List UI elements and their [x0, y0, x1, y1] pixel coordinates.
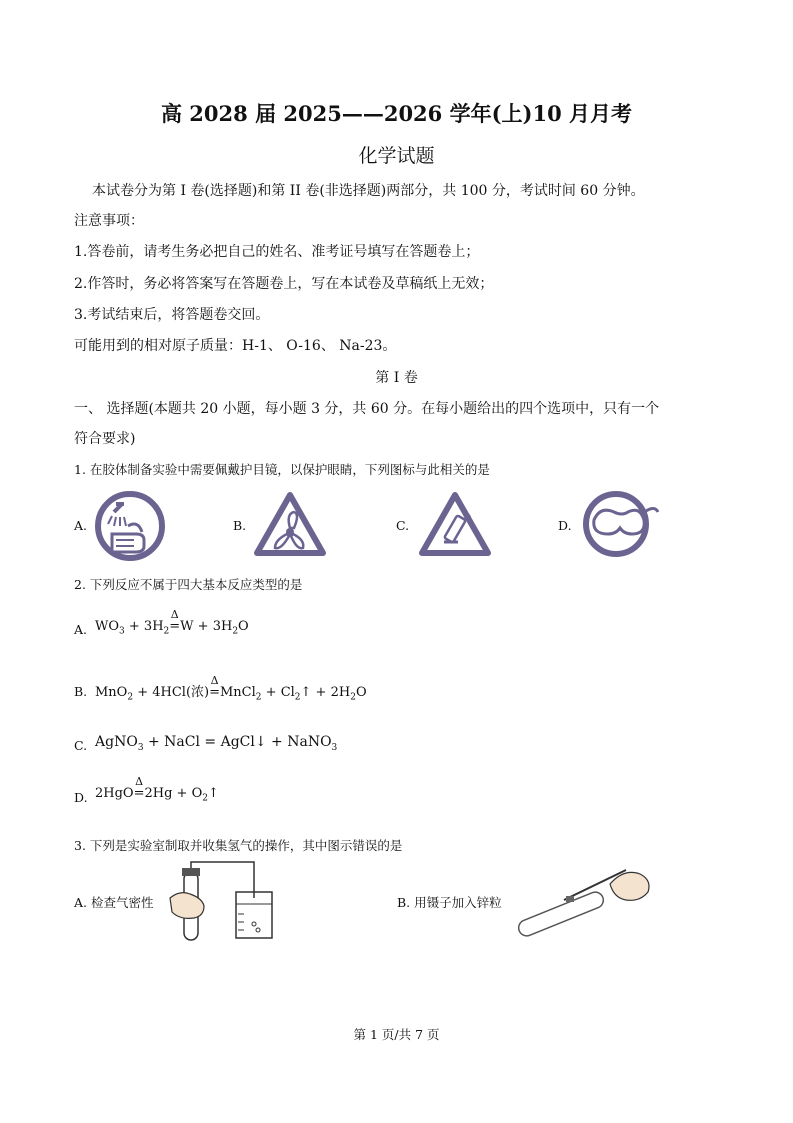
q2-option-d-equation: 2HgO Δ $=2Hg + O_2↑$ [95, 775, 219, 804]
q2-option-c-equation: AgNO$_3$ + NaCl = AgCl↓ + NaNO$_3$ [95, 734, 338, 753]
q3-option-b-label: B. 用镊子加入锌粒 [397, 895, 502, 910]
q1-option-a-label: A. [74, 518, 88, 533]
section-heading-line2: 符合要求) [74, 431, 136, 447]
intro-line: 本试卷分为第 I 卷(选择题)和第 II 卷(非选择题)两部分，共 100 分，考试时间 60 分钟。 [92, 183, 645, 199]
section-heading-line1: 一、 选择题(本题共 20 小题，每小题 3 分，共 60 分。在每小题给出的四个选项中，只有一个 [74, 401, 660, 417]
q2-option-c-label: C. [74, 738, 88, 753]
q1-option-c-label: C. [396, 518, 410, 533]
hot-burn-icon [418, 490, 492, 558]
question-3-stem: 3. 下列是实验室制取并收集氢气的操作，其中图示错误的是 [74, 838, 403, 853]
q1-option-b-label: B. [233, 518, 247, 533]
question-1-stem: 1. 在胶体制备实验中需要佩戴护目镜，以保护眼睛，下列图标与此相关的是 [74, 462, 490, 477]
exam-subtitle: 化学试题 [358, 145, 435, 167]
page-footer: 第 1 页/共 7 页 [353, 1027, 440, 1042]
part-heading: 第 I 卷 [375, 370, 418, 386]
q3-option-a-label: A. 检查气密性 [74, 895, 154, 910]
note-3: 3.考试结束后，将答题卷交回。 [74, 307, 270, 323]
notice-heading: 注意事项： [74, 213, 144, 229]
atomic-mass-line: 可能用到的相对原子质量：H-1、 O-16、 Na-23。 [74, 338, 397, 354]
hand-wash-icon [94, 490, 166, 562]
tweezers-zinc-illustration [514, 860, 656, 938]
goggles-icon [582, 490, 662, 558]
q2-option-d-label: D. [74, 790, 88, 805]
note-2: 2.作答时，务必将答案写在答题卷上，写在本试卷及草稿纸上无效； [74, 276, 494, 292]
q1-option-d-label: D. [558, 518, 572, 533]
q2-option-a-label: A. [74, 622, 88, 637]
fan-exhaust-icon [253, 490, 327, 558]
q2-option-a-equation: $WO_3 + 3H_2$ Δ $=W + 3H_2O$ [95, 608, 249, 637]
q2-option-b-label: B. [74, 684, 88, 699]
question-2-stem: 2. 下列反应不属于四大基本反应类型的是 [74, 577, 303, 592]
note-1: 1.答卷前，请考生务必把自己的姓名、准考证号填写在答题卷上； [74, 244, 480, 260]
q2-option-b-equation: MnO$_2$ + 4HCl(浓) Δ =MnCl$_2$ + $Cl_2↑ + 2H_2O$ [95, 674, 367, 703]
airtightness-check-illustration [162, 858, 282, 944]
exam-title: 高 2028 届 2025——2026 学年(上)10 月月考 [161, 101, 632, 126]
